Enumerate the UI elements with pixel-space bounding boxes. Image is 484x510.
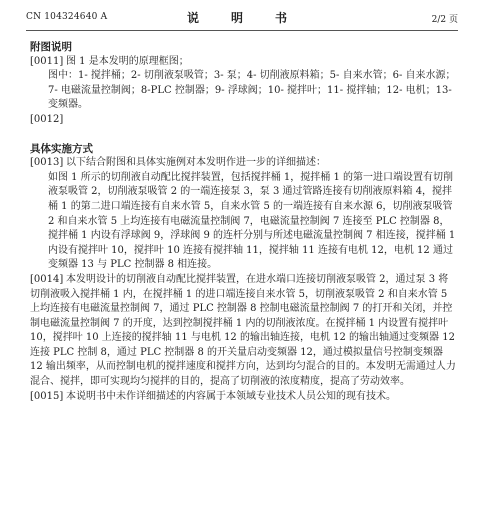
paragraph-legend	[30, 69, 456, 113]
section-heading-figures: 附图说明	[30, 41, 72, 53]
paragraph-text: 以下结合附图和具体实施例对本发明作进一步的详细描述：	[66, 157, 326, 169]
paragraph-text: 如图 1 所示的切削液自动配比搅拌装置，包括搅拌桶 1，搅拌桶 1 的第一进口端设置有切削液泵吸管 2，切削液泵吸管 2 的一端连接泵 3，泵 3 通过管路连接有切削液原料箱 4，搅拌桶 1 的第二进口端连接有自来水管 5，自来水管 5 的一端连接有自来水源 6，切削液泵吸管 2 和自来水管 5 上均连接有电磁流量控制阀 7，电磁流量控制阀 7 连接至 PLC 控制器 8，搅拌桶 1 内设有浮球阀 9，浮球阀 9 的连杆分别与所述电磁流量控制阀 7 相连接，搅拌桶 1 内设有搅拌叶 10，搅拌叶 10 连接有搅拌轴 11，搅拌轴 11 连接有电机 12，电机 12 通过变频器 13 与 PLC 控制器 8 相连接。	[48, 171, 456, 271]
page-number: 2/2 页	[431, 15, 458, 25]
page-header	[26, 8, 458, 30]
paragraph-0013-body	[30, 171, 456, 273]
paragraph-0014	[30, 273, 456, 390]
paragraph-text: 图中：1- 搅拌桶；2- 切削液泵吸管；3- 泵；4- 切削液原料箱；5- 自来水管；6- 自来水源；7- 电磁流量控制阀；8-PLC 控制器；9- 浮球阀；10- 搅拌叶；11- 搅拌轴；12- 电机；13- 变频器。	[48, 70, 456, 111]
paragraph-number: [0012]	[30, 113, 64, 125]
document-body	[30, 40, 456, 404]
paragraph-text: 本说明书中未作详细描述的内容属于本领域专业技术人员公知的现有技术。	[66, 390, 396, 402]
paragraph-number: [0015]	[30, 390, 64, 402]
section-heading-embodiment: 具体实施方式	[30, 142, 93, 155]
document-title: 说 明 书	[186, 11, 297, 25]
header-rule	[26, 30, 458, 31]
paragraph-0013	[30, 156, 456, 171]
paragraph-0012	[30, 113, 456, 128]
patent-number: CN 104324640 A	[26, 12, 108, 22]
paragraph-text: 图 1 是本发明的原理框图；	[66, 55, 189, 67]
paragraph-number: [0014]	[30, 273, 64, 285]
paragraph-0011	[30, 55, 456, 70]
paragraph-0015	[30, 390, 456, 405]
paragraph-number: [0013]	[30, 157, 64, 169]
paragraph-number: [0011]	[30, 55, 64, 67]
paragraph-text: 本发明设计的切削液自动配比搅拌装置，在进水端口连接切削液泵吸管 2，通过泵 3 将切削液吸入搅拌桶 1 内，在搅拌桶 1 的进口端连接自来水管 5，切削液泵吸管 2 和自来水管 5 上均连接有电磁流量控制阀 7，通过 PLC 控制器 8 控制电磁流量控制阀 7 的打开和关闭，并控制电磁流量控制阀 7 的开度，达到控制搅拌桶 1 内的切削液浓度。在搅拌桶 1 内设置有搅拌叶 10，搅拌叶 10 上连接的搅拌轴 11 与电机 12 的输出轴连接，电机 12 的输出轴通过变频器 12 连接 PLC 控制 8，通过 PLC 控制器 8 的开关量启动变频器 12，通过模拟量信号控制变频器 12 输出频率，从而控制电机的搅拌速度和搅拌方向，达到均匀混合的目的。本发明无需通过人力混合、搅拌，即可实现均匀搅拌的目的，提高了切削液的浓度精度，提高了劳动效率。	[30, 273, 456, 388]
